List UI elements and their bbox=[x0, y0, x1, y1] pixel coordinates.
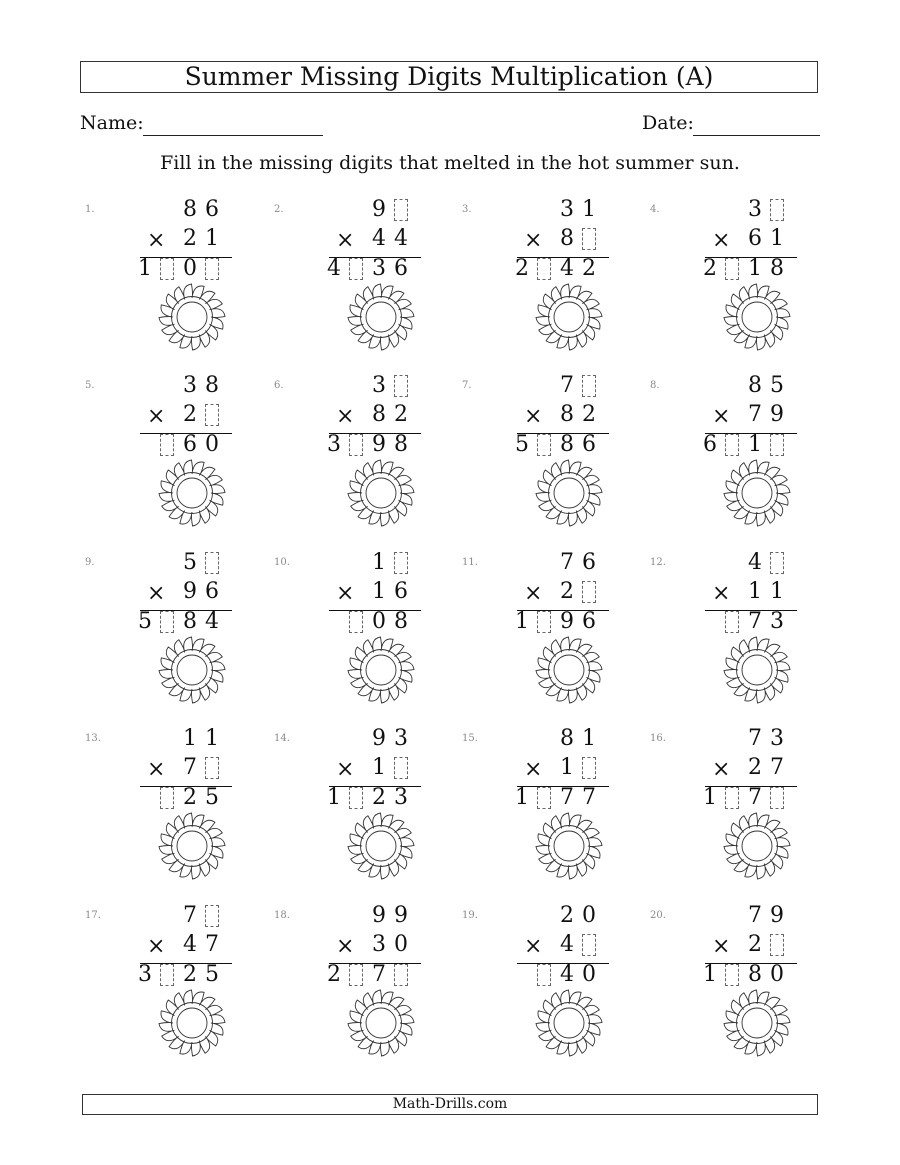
digit: 1 bbox=[748, 256, 762, 281]
multiply-sign: × bbox=[712, 581, 731, 606]
problem-number: 11. bbox=[462, 557, 478, 568]
problem-number: 4. bbox=[650, 204, 660, 215]
missing-digit-box[interactable] bbox=[770, 934, 784, 956]
problem-20 bbox=[647, 898, 837, 1074]
multiply-sign: × bbox=[147, 934, 166, 959]
problem-number: 2. bbox=[274, 204, 284, 215]
digit: 7 bbox=[372, 962, 386, 987]
missing-digit-box[interactable] bbox=[725, 611, 739, 633]
multiply-sign: × bbox=[147, 581, 166, 606]
digit: 1 bbox=[770, 226, 784, 251]
problem-number: 5. bbox=[85, 380, 95, 391]
digit: 2 bbox=[748, 932, 762, 957]
digit: 9 bbox=[770, 402, 784, 427]
multiply-sign: × bbox=[336, 757, 355, 782]
name-label: Name: bbox=[80, 112, 144, 134]
digit: 1 bbox=[770, 579, 784, 604]
digit: 3 bbox=[372, 256, 386, 281]
multiply-sign: × bbox=[712, 404, 731, 429]
digit: 5 bbox=[205, 785, 219, 810]
digit: 8 bbox=[560, 432, 574, 457]
digit: 1 bbox=[372, 755, 386, 780]
digit: 0 bbox=[770, 962, 784, 987]
digit: 2 bbox=[327, 962, 341, 987]
digit: 4 bbox=[183, 932, 197, 957]
problem-number: 16. bbox=[650, 733, 666, 744]
multiply-sign: × bbox=[336, 934, 355, 959]
multiply-sign: × bbox=[524, 404, 543, 429]
multiply-sign: × bbox=[712, 934, 731, 959]
problem-number: 6. bbox=[274, 380, 284, 391]
digit: 8 bbox=[748, 373, 762, 398]
missing-digit-box[interactable] bbox=[582, 581, 596, 603]
digit: 0 bbox=[205, 432, 219, 457]
problem-14 bbox=[271, 721, 461, 897]
problem-1 bbox=[82, 192, 272, 368]
missing-digit-box[interactable] bbox=[205, 905, 219, 927]
missing-digit-box[interactable] bbox=[582, 757, 596, 779]
digit: 4 bbox=[327, 256, 341, 281]
digit: 9 bbox=[372, 726, 386, 751]
digit: 1 bbox=[138, 256, 152, 281]
problem-15 bbox=[459, 721, 649, 897]
digit: 7 bbox=[205, 932, 219, 957]
instructions: Fill in the missing digits that melted in the hot summer sun. bbox=[160, 152, 740, 174]
digit: 3 bbox=[372, 932, 386, 957]
digit: 0 bbox=[372, 609, 386, 634]
sun-icon bbox=[157, 458, 227, 528]
missing-digit-box[interactable] bbox=[394, 552, 408, 574]
problem-19 bbox=[459, 898, 649, 1074]
problem-number: 3. bbox=[462, 204, 472, 215]
digit: 5 bbox=[205, 962, 219, 987]
digit: 0 bbox=[394, 932, 408, 957]
problem-number: 17. bbox=[85, 910, 101, 921]
problem-11 bbox=[459, 545, 649, 721]
digit: 4 bbox=[560, 932, 574, 957]
digit: 4 bbox=[748, 550, 762, 575]
multiply-sign: × bbox=[147, 404, 166, 429]
digit: 7 bbox=[582, 785, 596, 810]
problem-6 bbox=[271, 368, 461, 544]
problem-number: 12. bbox=[650, 557, 666, 568]
missing-digit-box[interactable] bbox=[394, 199, 408, 221]
missing-digit-box[interactable] bbox=[725, 434, 739, 456]
digit: 9 bbox=[394, 903, 408, 928]
sun-icon bbox=[534, 811, 604, 881]
digit: 7 bbox=[748, 402, 762, 427]
missing-digit-box[interactable] bbox=[205, 258, 219, 280]
digit: 9 bbox=[560, 609, 574, 634]
problem-10 bbox=[271, 545, 461, 721]
problem-number: 18. bbox=[274, 910, 290, 921]
missing-digit-box[interactable] bbox=[770, 552, 784, 574]
missing-digit-box[interactable] bbox=[725, 787, 739, 809]
digit: 2 bbox=[515, 256, 529, 281]
missing-digit-box[interactable] bbox=[160, 258, 174, 280]
digit: 1 bbox=[372, 550, 386, 575]
missing-digit-box[interactable] bbox=[537, 611, 551, 633]
sun-icon bbox=[157, 988, 227, 1058]
digit: 5 bbox=[770, 373, 784, 398]
missing-digit-box[interactable] bbox=[349, 258, 363, 280]
multiply-sign: × bbox=[336, 228, 355, 253]
missing-digit-box[interactable] bbox=[537, 964, 551, 986]
problem-9 bbox=[82, 545, 272, 721]
digit: 3 bbox=[560, 197, 574, 222]
digit: 4 bbox=[372, 226, 386, 251]
digit: 0 bbox=[582, 903, 596, 928]
missing-digit-box[interactable] bbox=[582, 934, 596, 956]
digit: 7 bbox=[560, 785, 574, 810]
digit: 1 bbox=[205, 226, 219, 251]
missing-digit-box[interactable] bbox=[725, 258, 739, 280]
digit: 2 bbox=[372, 785, 386, 810]
missing-digit-box[interactable] bbox=[582, 375, 596, 397]
digit: 3 bbox=[748, 197, 762, 222]
problem-2 bbox=[271, 192, 461, 368]
sun-icon bbox=[722, 811, 792, 881]
digit: 5 bbox=[183, 550, 197, 575]
digit: 6 bbox=[703, 432, 717, 457]
problem-7 bbox=[459, 368, 649, 544]
digit: 2 bbox=[183, 226, 197, 251]
problem-18 bbox=[271, 898, 461, 1074]
problem-17 bbox=[82, 898, 272, 1074]
problem-12 bbox=[647, 545, 837, 721]
multiply-sign: × bbox=[524, 581, 543, 606]
missing-digit-box[interactable] bbox=[160, 434, 174, 456]
digit: 1 bbox=[748, 579, 762, 604]
worksheet-title: Summer Missing Digits Multiplication (A) bbox=[80, 61, 818, 93]
missing-digit-box[interactable] bbox=[205, 757, 219, 779]
sun-icon bbox=[534, 988, 604, 1058]
digit: 8 bbox=[372, 402, 386, 427]
digit: 8 bbox=[560, 402, 574, 427]
digit: 7 bbox=[770, 755, 784, 780]
date-line[interactable] bbox=[693, 135, 820, 136]
multiply-sign: × bbox=[147, 228, 166, 253]
sun-icon bbox=[346, 635, 416, 705]
multiply-sign: × bbox=[524, 757, 543, 782]
problem-number: 9. bbox=[85, 557, 95, 568]
digit: 8 bbox=[560, 726, 574, 751]
sun-icon bbox=[534, 282, 604, 352]
digit: 2 bbox=[183, 962, 197, 987]
date-label: Date: bbox=[642, 112, 694, 134]
missing-digit-box[interactable] bbox=[349, 964, 363, 986]
missing-digit-box[interactable] bbox=[394, 375, 408, 397]
sun-icon bbox=[534, 635, 604, 705]
digit: 1 bbox=[703, 785, 717, 810]
digit: 2 bbox=[394, 402, 408, 427]
sun-icon bbox=[346, 282, 416, 352]
missing-digit-box[interactable] bbox=[537, 434, 551, 456]
digit: 1 bbox=[748, 432, 762, 457]
missing-digit-box[interactable] bbox=[394, 757, 408, 779]
problem-number: 10. bbox=[274, 557, 290, 568]
missing-digit-box[interactable] bbox=[582, 228, 596, 250]
digit: 7 bbox=[183, 755, 197, 780]
digit: 1 bbox=[582, 197, 596, 222]
problem-number: 1. bbox=[85, 204, 95, 215]
problem-number: 14. bbox=[274, 733, 290, 744]
missing-digit-box[interactable] bbox=[770, 199, 784, 221]
digit: 2 bbox=[183, 785, 197, 810]
sun-icon bbox=[722, 282, 792, 352]
digit: 9 bbox=[183, 579, 197, 604]
missing-digit-box[interactable] bbox=[770, 434, 784, 456]
digit: 3 bbox=[183, 373, 197, 398]
digit: 8 bbox=[183, 197, 197, 222]
digit: 9 bbox=[372, 432, 386, 457]
digit: 7 bbox=[560, 550, 574, 575]
digit: 8 bbox=[394, 432, 408, 457]
digit: 9 bbox=[770, 903, 784, 928]
digit: 4 bbox=[560, 962, 574, 987]
digit: 1 bbox=[703, 962, 717, 987]
digit: 6 bbox=[394, 256, 408, 281]
digit: 6 bbox=[748, 226, 762, 251]
problem-4 bbox=[647, 192, 837, 368]
digit: 7 bbox=[748, 726, 762, 751]
digit: 7 bbox=[183, 903, 197, 928]
sun-icon bbox=[722, 458, 792, 528]
digit: 6 bbox=[582, 609, 596, 634]
digit: 8 bbox=[183, 609, 197, 634]
digit: 9 bbox=[372, 903, 386, 928]
digit: 5 bbox=[138, 609, 152, 634]
digit: 6 bbox=[582, 432, 596, 457]
missing-digit-box[interactable] bbox=[770, 787, 784, 809]
digit: 3 bbox=[770, 726, 784, 751]
missing-digit-box[interactable] bbox=[537, 787, 551, 809]
digit: 7 bbox=[748, 609, 762, 634]
digit: 3 bbox=[138, 962, 152, 987]
multiply-sign: × bbox=[147, 757, 166, 782]
name-line[interactable] bbox=[143, 135, 323, 136]
sun-icon bbox=[534, 458, 604, 528]
digit: 5 bbox=[515, 432, 529, 457]
problem-16 bbox=[647, 721, 837, 897]
missing-digit-box[interactable] bbox=[349, 434, 363, 456]
digit: 4 bbox=[394, 226, 408, 251]
problem-13 bbox=[82, 721, 272, 897]
digit: 6 bbox=[582, 550, 596, 575]
digit: 2 bbox=[183, 402, 197, 427]
digit: 0 bbox=[582, 962, 596, 987]
problem-number: 8. bbox=[650, 380, 660, 391]
digit: 3 bbox=[327, 432, 341, 457]
digit: 2 bbox=[582, 402, 596, 427]
digit: 1 bbox=[183, 726, 197, 751]
problem-number: 20. bbox=[650, 910, 666, 921]
missing-digit-box[interactable] bbox=[205, 404, 219, 426]
missing-digit-box[interactable] bbox=[160, 611, 174, 633]
digit: 2 bbox=[748, 755, 762, 780]
sun-icon bbox=[346, 988, 416, 1058]
digit: 1 bbox=[560, 755, 574, 780]
digit: 8 bbox=[770, 256, 784, 281]
digit: 6 bbox=[205, 579, 219, 604]
digit: 6 bbox=[183, 432, 197, 457]
problem-number: 7. bbox=[462, 380, 472, 391]
digit: 6 bbox=[205, 197, 219, 222]
multiply-sign: × bbox=[712, 757, 731, 782]
footer: Math-Drills.com bbox=[82, 1094, 818, 1115]
missing-digit-box[interactable] bbox=[349, 787, 363, 809]
sun-icon bbox=[346, 811, 416, 881]
digit: 4 bbox=[205, 609, 219, 634]
digit: 8 bbox=[394, 609, 408, 634]
missing-digit-box[interactable] bbox=[205, 552, 219, 574]
digit: 1 bbox=[205, 726, 219, 751]
digit: 3 bbox=[770, 609, 784, 634]
missing-digit-box[interactable] bbox=[394, 964, 408, 986]
problem-number: 19. bbox=[462, 910, 478, 921]
digit: 7 bbox=[748, 785, 762, 810]
digit: 3 bbox=[394, 785, 408, 810]
missing-digit-box[interactable] bbox=[537, 258, 551, 280]
digit: 3 bbox=[394, 726, 408, 751]
missing-digit-box[interactable] bbox=[349, 611, 363, 633]
missing-digit-box[interactable] bbox=[725, 964, 739, 986]
multiply-sign: × bbox=[524, 228, 543, 253]
problem-number: 13. bbox=[85, 733, 101, 744]
problem-8 bbox=[647, 368, 837, 544]
problem-5 bbox=[82, 368, 272, 544]
digit: 1 bbox=[515, 609, 529, 634]
sun-icon bbox=[346, 458, 416, 528]
problem-3 bbox=[459, 192, 649, 368]
digit: 8 bbox=[748, 962, 762, 987]
digit: 7 bbox=[748, 903, 762, 928]
digit: 1 bbox=[515, 785, 529, 810]
digit: 3 bbox=[372, 373, 386, 398]
digit: 1 bbox=[582, 726, 596, 751]
sun-icon bbox=[157, 811, 227, 881]
sun-icon bbox=[722, 635, 792, 705]
digit: 8 bbox=[205, 373, 219, 398]
digit: 8 bbox=[560, 226, 574, 251]
missing-digit-box[interactable] bbox=[160, 964, 174, 986]
multiply-sign: × bbox=[336, 404, 355, 429]
sun-icon bbox=[157, 635, 227, 705]
sun-icon bbox=[722, 988, 792, 1058]
digit: 7 bbox=[560, 373, 574, 398]
sun-icon bbox=[157, 282, 227, 352]
digit: 6 bbox=[394, 579, 408, 604]
digit: 2 bbox=[560, 579, 574, 604]
multiply-sign: × bbox=[712, 228, 731, 253]
digit: 2 bbox=[703, 256, 717, 281]
digit: 2 bbox=[582, 256, 596, 281]
multiply-sign: × bbox=[524, 934, 543, 959]
digit: 4 bbox=[560, 256, 574, 281]
problem-number: 15. bbox=[462, 733, 478, 744]
multiply-sign: × bbox=[336, 581, 355, 606]
digit: 2 bbox=[560, 903, 574, 928]
digit: 1 bbox=[372, 579, 386, 604]
digit: 0 bbox=[183, 256, 197, 281]
digit: 1 bbox=[327, 785, 341, 810]
digit: 9 bbox=[372, 197, 386, 222]
missing-digit-box[interactable] bbox=[160, 787, 174, 809]
